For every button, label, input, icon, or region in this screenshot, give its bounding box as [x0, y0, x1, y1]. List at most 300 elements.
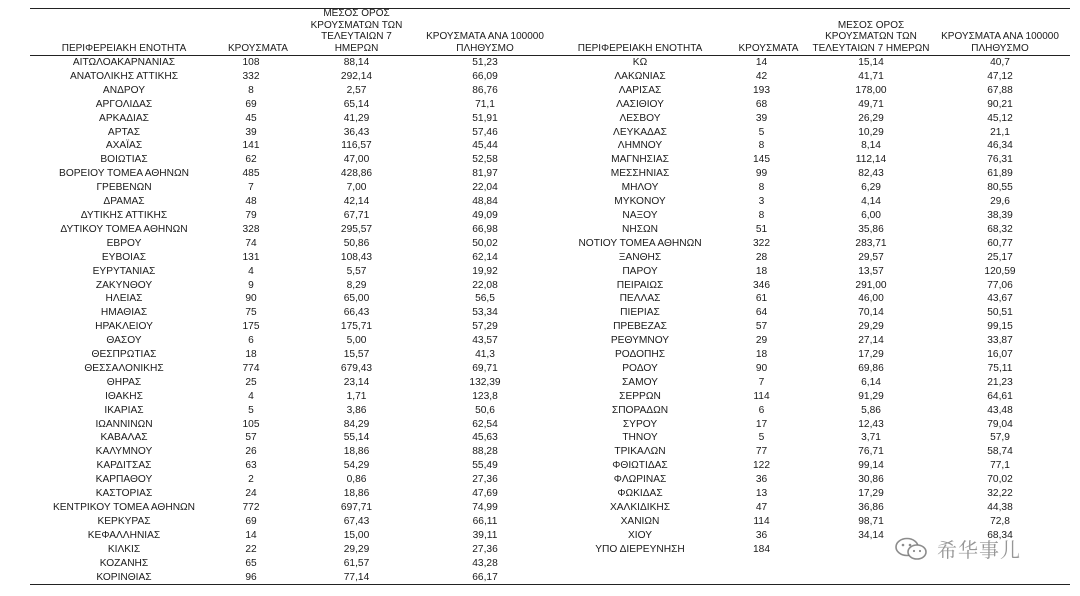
- right-avg7-cell: 35,86: [858, 223, 884, 235]
- avg7-cell: 175,71: [340, 321, 373, 333]
- right-avg7-cell: 70,14: [858, 307, 884, 319]
- table-row: [30, 501, 1070, 515]
- right-per100k-cell: 16,07: [987, 349, 1013, 361]
- avg7-cell: 54,29: [343, 460, 370, 472]
- right-per100k-cell: 32,22: [987, 488, 1013, 500]
- cases-cell: 65: [245, 557, 257, 569]
- avg7-cell: 3,86: [346, 404, 367, 416]
- region-cell: ΗΜΑΘΙΑΣ: [100, 307, 148, 319]
- per100k-cell: 51,23: [472, 57, 498, 68]
- cases-cell: 96: [218, 571, 298, 585]
- right-avg7-cell: 27,14: [858, 335, 884, 347]
- table-row: [30, 279, 1070, 293]
- per100k-cell: 39,11: [472, 529, 498, 541]
- cases-cell: 2: [248, 474, 254, 486]
- region-cell: ΚΑΣΤΟΡΙΑΣ: [95, 488, 153, 500]
- right-region-cell: ΚΩ: [632, 57, 648, 68]
- cases-cell: 22: [245, 543, 257, 555]
- right-avg7-cell: 283,71: [855, 237, 887, 249]
- per100k-cell: 19,92: [472, 265, 498, 277]
- per100k-cell: 43,28: [472, 557, 498, 569]
- right-cases-cell: 64: [755, 307, 768, 319]
- table-row: [30, 292, 1070, 306]
- right-region-cell: ΣΕΡΡΩΝ: [619, 390, 661, 402]
- right-per100k-cell: 40,7: [990, 57, 1010, 68]
- cases-cell: 108: [242, 57, 260, 68]
- right-cases-cell: 14: [755, 57, 768, 68]
- table-row: [30, 70, 1070, 84]
- right-region-cell: ΜΕΣΣΗΝΙΑΣ: [610, 168, 670, 180]
- right-per100k-cell: 120,59: [984, 265, 1016, 277]
- right-region-cell: ΝΟΤΙΟΥ ΤΟΜΕΑ ΑΘΗΝΩΝ: [578, 237, 702, 249]
- right-region-cell: ΧΑΛΚΙΔΙΚΗΣ: [609, 502, 671, 513]
- avg7-cell: 65,14: [343, 98, 370, 110]
- cases-cell: 74: [245, 237, 257, 249]
- right-per100k-cell: 58,74: [987, 446, 1013, 458]
- right-region-cell: ΛΑΚΩΝΙΑΣ: [614, 70, 666, 82]
- per100k-cell: 57,29: [472, 321, 498, 333]
- per100k-cell: 66,17: [415, 571, 555, 585]
- cases-cell: 79: [245, 209, 257, 221]
- cases-cell: 7: [248, 182, 254, 194]
- right-per100k-cell: [930, 571, 1070, 585]
- right-region-cell: ΜΗΛΟΥ: [621, 182, 659, 194]
- right-avg7-cell: 29,29: [858, 321, 884, 333]
- right-per100k-cell: 45,12: [987, 112, 1013, 124]
- region-cell: ΚΕΝΤΡΙΚΟΥ ΤΟΜΕΑ ΑΘΗΝΩΝ: [52, 502, 196, 513]
- region-cell: ΚΕΦΑΛΛΗΝΙΑΣ: [87, 529, 161, 541]
- table-row: [30, 153, 1070, 167]
- right-cases-cell: 3: [758, 196, 765, 208]
- right-per100k-cell: 68,32: [987, 223, 1013, 235]
- avg7-cell: 29,29: [343, 543, 370, 555]
- right-avg7-cell: 76,71: [858, 446, 884, 458]
- region-cell: ΙΚΑΡΙΑΣ: [104, 404, 144, 416]
- per100k-cell: 22,04: [472, 182, 498, 194]
- right-avg7-cell: 82,43: [858, 168, 884, 180]
- region-cell: ΔΥΤΙΚΟΥ ΤΟΜΕΑ ΑΘΗΝΩΝ: [60, 223, 188, 235]
- per100k-cell: 66,11: [472, 515, 498, 527]
- right-avg7-cell: 8,14: [861, 140, 881, 152]
- cases-cell: 772: [242, 502, 260, 513]
- right-avg7-cell: 6,14: [861, 376, 881, 388]
- right-cases-cell: [725, 557, 812, 571]
- table-row: [30, 431, 1070, 445]
- right-per100k-cell: 68,34: [987, 529, 1013, 541]
- region-cell: ΘΕΣΣΑΛΟΝΙΚΗΣ: [84, 362, 164, 374]
- right-per100k-cell: 72,8: [990, 515, 1010, 527]
- cases-cell: 45: [245, 112, 257, 124]
- right-cases-cell: 17: [755, 418, 768, 430]
- right-cases-cell: 8: [758, 209, 765, 221]
- right-per100k-cell: 21,1: [990, 126, 1010, 138]
- right-region-cell: [555, 557, 725, 571]
- right-region-cell: ΛΑΡΙΣΑΣ: [618, 84, 662, 96]
- region-cell: ΔΥΤΙΚΗΣ ΑΤΤΙΚΗΣ: [80, 209, 168, 221]
- header-region: ΠΕΡΙΦΕΡΕΙΑΚΗ ΕΝΟΤΗΤΑ: [30, 8, 218, 56]
- avg7-cell: 2,57: [346, 84, 367, 96]
- right-cases-cell: 42: [755, 70, 768, 82]
- right-region-cell: ΝΗΣΩΝ: [622, 223, 658, 235]
- table-row: [30, 445, 1070, 459]
- right-cases-cell: 114: [753, 515, 770, 527]
- cases-cell: 485: [242, 168, 260, 180]
- right-region-cell: ΜΑΓΝΗΣΙΑΣ: [611, 154, 669, 166]
- table-row: [30, 459, 1070, 473]
- right-cases-cell: [725, 571, 812, 585]
- right-region-cell: ΦΘΙΩΤΙΔΑΣ: [612, 460, 668, 472]
- right-region-cell: ΠΡΕΒΕΖΑΣ: [613, 321, 667, 333]
- right-region-cell: ΣΠΟΡΑΔΩΝ: [611, 404, 669, 416]
- right-avg7-cell: 26,29: [858, 112, 884, 124]
- right-region-cell: ΡΟΔΟΥ: [622, 362, 658, 374]
- header-avg7-2: ΜΕΣΟΣ ΟΡΟΣ ΚΡΟΥΣΜΑΤΩΝ ΤΩΝ ΤΕΛΕΥΤΑΙΩΝ 7 ΗΜΕΡΩΝ: [812, 8, 930, 56]
- per100k-cell: 55,49: [472, 460, 498, 472]
- cases-cell: 4: [248, 265, 254, 277]
- right-cases-cell: 184: [753, 543, 770, 555]
- right-per100k-cell: 50,51: [987, 307, 1013, 319]
- avg7-cell: 47,00: [343, 154, 370, 166]
- right-region-cell: ΡΕΘΥΜΝΟΥ: [610, 335, 670, 347]
- table-row: [30, 237, 1070, 251]
- table-body: [30, 56, 1070, 585]
- avg7-cell: 15,57: [343, 349, 370, 361]
- right-avg7-cell: 178,00: [855, 84, 887, 96]
- per100k-cell: 123,8: [472, 390, 498, 402]
- region-cell: ΓΡΕΒΕΝΩΝ: [96, 182, 152, 194]
- per100k-cell: 50,6: [475, 404, 495, 416]
- per100k-cell: 57,46: [472, 126, 498, 138]
- right-per100k-cell: 21,23: [987, 376, 1013, 388]
- right-region-cell: ΛΑΣΙΘΙΟΥ: [616, 98, 664, 110]
- region-cell: ΚΑΡΠΑΘΟΥ: [95, 474, 153, 486]
- right-cases-cell: 28: [755, 251, 768, 263]
- right-region-cell: ΧΙΟΥ: [627, 529, 653, 541]
- right-avg7-cell: 4,14: [861, 196, 881, 208]
- right-region-cell: ΝΑΞΟΥ: [622, 209, 658, 221]
- header-cases-2: ΚΡΟΥΣΜΑΤΑ: [725, 8, 812, 56]
- right-per100k-cell: 46,34: [987, 140, 1013, 152]
- right-cases-cell: 68: [755, 98, 768, 110]
- right-cases-cell: 7: [758, 376, 765, 388]
- region-cell: ΚΑΡΔΙΤΣΑΣ: [96, 460, 152, 472]
- per100k-cell: 88,28: [472, 446, 498, 458]
- avg7-cell: 42,14: [343, 196, 370, 208]
- cases-cell: 9: [248, 279, 254, 291]
- avg7-cell: 1,71: [346, 390, 367, 402]
- cases-cell: 69: [245, 98, 257, 110]
- cases-cell: 131: [242, 251, 260, 263]
- table-row: [30, 195, 1070, 209]
- right-avg7-cell: 46,00: [858, 293, 884, 305]
- right-cases-cell: 47: [755, 502, 768, 513]
- cases-cell: 26: [245, 446, 257, 458]
- right-cases-cell: 61: [755, 293, 768, 305]
- right-cases-cell: 36: [755, 529, 768, 541]
- region-cell: ΑΧΑΪΑΣ: [105, 140, 143, 152]
- right-region-cell: ΤΡΙΚΑΛΩΝ: [614, 446, 666, 458]
- cases-cell: 24: [245, 488, 257, 500]
- avg7-cell: 428,86: [340, 168, 373, 180]
- cases-cell: 39: [245, 126, 257, 138]
- right-cases-cell: 18: [755, 349, 768, 361]
- right-avg7-cell: 13,57: [858, 265, 884, 277]
- right-per100k-cell: 75,11: [987, 362, 1013, 374]
- region-cell: ΚΑΛΥΜΝΟΥ: [95, 446, 153, 458]
- right-region-cell: ΧΑΝΙΩΝ: [620, 515, 660, 527]
- region-cell: ΗΛΕΙΑΣ: [105, 293, 143, 305]
- right-avg7-cell: 3,71: [861, 432, 881, 444]
- right-per100k-cell: 33,87: [987, 335, 1013, 347]
- right-per100k-cell: 29,6: [990, 196, 1010, 208]
- cases-cell: 63: [245, 460, 257, 472]
- region-cell: ΘΑΣΟΥ: [106, 335, 142, 347]
- right-per100k-cell: 70,02: [987, 474, 1013, 486]
- avg7-cell: 295,57: [340, 223, 373, 235]
- right-cases-cell: 6: [758, 404, 765, 416]
- table-header-row: [30, 8, 1070, 56]
- table-row: [30, 167, 1070, 181]
- right-avg7-cell: 69,86: [858, 362, 884, 374]
- per100k-cell: 27,36: [472, 474, 498, 486]
- right-avg7-cell: 49,71: [858, 98, 884, 110]
- right-avg7-cell: 6,29: [861, 182, 881, 194]
- avg7-cell: 679,43: [340, 362, 373, 374]
- right-per100k-cell: 79,04: [987, 418, 1013, 430]
- right-per100k-cell: 64,61: [987, 390, 1013, 402]
- avg7-cell: 77,14: [298, 571, 415, 585]
- right-avg7-cell: 91,29: [858, 390, 884, 402]
- cases-cell: 69: [245, 515, 257, 527]
- per100k-cell: 56,5: [475, 293, 495, 305]
- right-avg7-cell: 41,71: [858, 70, 884, 82]
- right-region-cell: ΠΑΡΟΥ: [622, 265, 658, 277]
- avg7-cell: 18,86: [343, 446, 370, 458]
- right-cases-cell: 114: [753, 390, 770, 402]
- cases-cell: 175: [242, 321, 260, 333]
- right-per100k-cell: 47,12: [987, 70, 1013, 82]
- per100k-cell: 22,08: [472, 279, 498, 291]
- avg7-cell: 697,71: [340, 502, 373, 513]
- right-region-cell: ΜΥΚΟΝΟΥ: [614, 196, 666, 208]
- per100k-cell: 71,1: [475, 98, 495, 110]
- cases-cell: 18: [245, 349, 257, 361]
- table-row: [30, 112, 1070, 126]
- region-cell: ΙΘΑΚΗΣ: [105, 390, 143, 402]
- avg7-cell: 8,29: [346, 279, 367, 291]
- per100k-cell: 48,84: [472, 196, 498, 208]
- right-cases-cell: 13: [755, 488, 768, 500]
- table-row: [30, 376, 1070, 390]
- right-cases-cell: 5: [758, 432, 765, 444]
- avg7-cell: 18,86: [343, 488, 370, 500]
- right-per100k-cell: 76,31: [987, 154, 1013, 166]
- region-cell: ΒΟΙΩΤΙΑΣ: [100, 154, 148, 166]
- cases-by-region-table: [30, 8, 1070, 585]
- region-cell: ΔΡΑΜΑΣ: [103, 196, 145, 208]
- avg7-cell: 50,86: [343, 237, 370, 249]
- table-row: [30, 209, 1070, 223]
- right-region-cell: ΥΠΟ ΔΙΕΡΕΥΝΗΣΗ: [595, 543, 685, 555]
- right-cases-cell: 29: [755, 335, 768, 347]
- wechat-icon: [893, 536, 931, 562]
- right-per100k-cell: 99,15: [987, 321, 1013, 333]
- cases-cell: 8: [248, 84, 254, 96]
- per100k-cell: 74,99: [472, 502, 498, 513]
- per100k-cell: 81,97: [472, 168, 498, 180]
- avg7-cell: 65,00: [343, 293, 370, 305]
- right-per100k-cell: 67,88: [987, 84, 1013, 96]
- region-cell: ΑΡΓΟΛΙΔΑΣ: [95, 98, 153, 110]
- per100k-cell: 27,36: [472, 543, 498, 555]
- right-cases-cell: 5: [758, 126, 765, 138]
- region-cell: ΑΝΔΡΟΥ: [102, 84, 146, 96]
- per100k-cell: 66,98: [472, 223, 498, 235]
- right-per100k-cell: 60,77: [987, 237, 1013, 249]
- right-avg7-cell: 17,29: [858, 488, 884, 500]
- region-cell: ΚΟΖΑΝΗΣ: [99, 557, 149, 569]
- avg7-cell: 108,43: [340, 251, 373, 263]
- right-per100k-cell: 80,55: [987, 182, 1013, 194]
- right-per100k-cell: 77,1: [990, 460, 1010, 472]
- per100k-cell: 45,44: [472, 140, 498, 152]
- right-avg7-cell: 29,57: [858, 251, 884, 263]
- avg7-cell: 15,00: [343, 529, 370, 541]
- per100k-cell: 51,91: [472, 112, 498, 124]
- right-per100k-cell: 57,9: [990, 432, 1010, 444]
- per100k-cell: 52,58: [472, 154, 498, 166]
- right-per100k-cell: 61,89: [987, 168, 1013, 180]
- cases-cell: 774: [242, 362, 260, 374]
- cases-cell: 105: [242, 418, 260, 430]
- table-row: [30, 265, 1070, 279]
- table-row: [30, 473, 1070, 487]
- right-avg7-cell: 36,86: [858, 502, 884, 513]
- avg7-cell: 36,43: [343, 126, 370, 138]
- header-per100k: ΚΡΟΥΣΜΑΤΑ ΑΝΑ 100000 ΠΛΗΘΥΣΜΟ: [415, 8, 555, 56]
- right-avg7-cell: [812, 571, 930, 585]
- cases-cell: 90: [245, 293, 257, 305]
- right-avg7-cell: 30,86: [858, 474, 884, 486]
- table-row: [30, 98, 1070, 112]
- right-cases-cell: 51: [755, 223, 768, 235]
- cases-table-container: [30, 8, 1070, 585]
- header-cases: ΚΡΟΥΣΜΑΤΑ: [218, 8, 298, 56]
- region-cell: ΘΗΡΑΣ: [106, 376, 142, 388]
- region-cell: ΙΩΑΝΝΙΝΩΝ: [95, 418, 153, 430]
- region-cell: ΚΑΒΑΛΑΣ: [100, 432, 148, 444]
- region-cell: ΘΕΣΠΡΩΤΙΑΣ: [91, 349, 157, 361]
- right-avg7-cell: 98,71: [858, 515, 884, 527]
- right-cases-cell: 8: [758, 140, 765, 152]
- avg7-cell: 7,00: [346, 182, 367, 194]
- region-cell: ΑΙΤΩΛΟΑΚΑΡΝΑΝΙΑΣ: [72, 57, 176, 68]
- region-cell: ΚΙΛΚΙΣ: [107, 543, 141, 555]
- table-row: [30, 571, 1070, 585]
- right-region-cell: ΣΥΡΟΥ: [622, 418, 658, 430]
- per100k-cell: 43,57: [472, 335, 498, 347]
- table-row: [30, 306, 1070, 320]
- watermark-text: 希华事儿: [937, 540, 1021, 562]
- table-row: [30, 404, 1070, 418]
- right-per100k-cell: 43,48: [987, 404, 1013, 416]
- region-cell: ΖΑΚΥΝΘΟΥ: [95, 279, 153, 291]
- right-avg7-cell: 5,86: [861, 404, 881, 416]
- table-row: [30, 251, 1070, 265]
- right-cases-cell: 8: [758, 182, 765, 194]
- per100k-cell: 62,14: [472, 251, 498, 263]
- region-cell: ΑΝΑΤΟΛΙΚΗΣ ΑΤΤΙΚΗΣ: [69, 70, 179, 82]
- avg7-cell: 84,29: [343, 418, 370, 430]
- table-row: [30, 418, 1070, 432]
- avg7-cell: 67,43: [343, 515, 370, 527]
- right-cases-cell: 322: [753, 237, 770, 249]
- right-avg7-cell: 10,29: [858, 126, 884, 138]
- cases-cell: 25: [245, 376, 257, 388]
- right-cases-cell: 36: [755, 474, 768, 486]
- avg7-cell: 0,86: [346, 474, 367, 486]
- right-per100k-cell: 43,67: [987, 293, 1013, 305]
- right-avg7-cell: 112,14: [855, 154, 887, 166]
- per100k-cell: 66,09: [472, 70, 498, 82]
- table-row: [30, 390, 1070, 404]
- right-region-cell: ΦΛΩΡΙΝΑΣ: [613, 474, 667, 486]
- table-row: [30, 126, 1070, 140]
- right-cases-cell: 193: [753, 84, 770, 96]
- region-cell: ΗΡΑΚΛΕΙΟΥ: [95, 321, 153, 333]
- avg7-cell: 23,14: [343, 376, 370, 388]
- cases-cell: 62: [245, 154, 257, 166]
- right-region-cell: ΛΕΣΒΟΥ: [619, 112, 661, 124]
- cases-cell: 4: [248, 390, 254, 402]
- region-cell: ΑΡΚΑΔΙΑΣ: [99, 112, 149, 124]
- per100k-cell: 47,69: [472, 488, 498, 500]
- right-avg7-cell: 12,43: [858, 418, 884, 430]
- right-avg7-cell: 6,00: [861, 209, 881, 221]
- per100k-cell: 132,39: [469, 376, 501, 388]
- right-region-cell: [555, 571, 725, 585]
- right-region-cell: ΡΟΔΟΠΗΣ: [614, 349, 666, 361]
- region-cell: ΒΟΡΕΙΟΥ ΤΟΜΕΑ ΑΘΗΝΩΝ: [59, 168, 189, 180]
- cases-cell: 14: [245, 529, 257, 541]
- avg7-cell: 66,43: [343, 307, 370, 319]
- cases-cell: 57: [245, 432, 257, 444]
- right-avg7-cell: 15,14: [858, 57, 884, 68]
- right-region-cell: ΦΩΚΙΔΑΣ: [617, 488, 663, 500]
- table-row: [30, 334, 1070, 348]
- cases-cell: 5: [248, 404, 254, 416]
- table-row: [30, 348, 1070, 362]
- avg7-cell: 67,71: [343, 209, 370, 221]
- right-avg7-cell: 291,00: [855, 279, 887, 291]
- table-row: [30, 487, 1070, 501]
- right-region-cell: ΛΕΥΚΑΔΑΣ: [613, 126, 667, 138]
- cases-cell: 328: [242, 223, 260, 235]
- header-per100k-2: ΚΡΟΥΣΜΑΤΑ ΑΝΑ 100000 ΠΛΗΘΥΣΜΟ: [930, 8, 1070, 56]
- cases-cell: 332: [242, 70, 260, 82]
- right-region-cell: ΠΕΙΡΑΙΩΣ: [616, 279, 664, 291]
- region-cell: ΑΡΤΑΣ: [107, 126, 141, 138]
- right-region-cell: ΛΗΜΝΟΥ: [617, 140, 663, 152]
- avg7-cell: 88,14: [343, 57, 370, 68]
- right-per100k-cell: 25,17: [987, 251, 1013, 263]
- right-region-cell: ΞΑΝΘΗΣ: [618, 251, 662, 263]
- cases-cell: 75: [245, 307, 257, 319]
- right-cases-cell: 18: [755, 265, 768, 277]
- per100k-cell: 53,34: [472, 307, 498, 319]
- right-per100k-cell: 77,06: [987, 279, 1013, 291]
- header-region-2: ΠΕΡΙΦΕΡΕΙΑΚΗ ΕΝΟΤΗΤΑ: [555, 8, 725, 56]
